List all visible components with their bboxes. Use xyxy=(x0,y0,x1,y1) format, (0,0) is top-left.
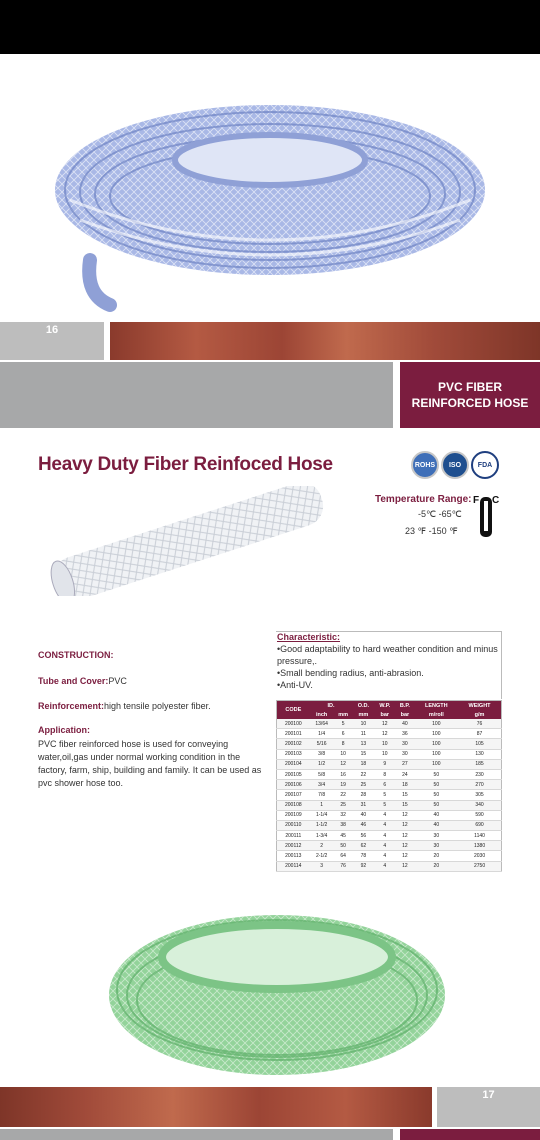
table-cell: 50 xyxy=(415,800,459,810)
table-row xyxy=(277,861,502,871)
table-cell: 1-1/2 xyxy=(310,820,334,830)
top-black-bar xyxy=(0,0,540,54)
thermometer-icon xyxy=(473,493,499,539)
table-cell: 30 xyxy=(395,749,414,759)
reinforcement-spec xyxy=(38,701,211,711)
header-id: ID. xyxy=(310,701,353,711)
header-length-unit: m/roll xyxy=(415,710,459,719)
grey-header-band xyxy=(0,362,393,428)
table-cell: 20 xyxy=(415,861,459,871)
table-cell: 200108 xyxy=(277,800,310,810)
table-cell: 105 xyxy=(458,739,501,749)
table-cell: 200105 xyxy=(277,769,310,779)
header-inch: inch xyxy=(310,710,334,719)
table-row xyxy=(277,719,502,729)
table-cell: 25 xyxy=(334,800,353,810)
svg-text:F: F xyxy=(473,495,480,506)
section-title-line2: REINFORCED HOSE xyxy=(411,396,529,410)
table-cell: 10 xyxy=(374,749,395,759)
table-cell: 22 xyxy=(353,769,375,779)
table-cell: 36 xyxy=(395,729,414,739)
table-cell: 1380 xyxy=(458,841,501,851)
table-cell: 4 xyxy=(374,820,395,830)
table-cell: 40 xyxy=(353,810,375,820)
header-bp: B.P. xyxy=(395,701,414,711)
table-row xyxy=(277,769,502,779)
table-cell: 76 xyxy=(458,719,501,729)
table-cell: 3/4 xyxy=(310,780,334,790)
characteristic-item: •Good adaptability to hard weather condition and minus pressure,. xyxy=(277,644,498,666)
table-row xyxy=(277,749,502,759)
table-cell: 200102 xyxy=(277,739,310,749)
table-cell: 1-3/4 xyxy=(310,831,334,841)
table-cell: 12 xyxy=(374,719,395,729)
header-bp-unit: bar xyxy=(395,710,414,719)
fda-badge-icon: FDA xyxy=(471,451,499,479)
table-cell: 24 xyxy=(395,769,414,779)
reinforcement-value: high tensile polyester fiber. xyxy=(104,701,211,711)
table-cell: 18 xyxy=(395,780,414,790)
table-cell: 50 xyxy=(334,841,353,851)
table-cell: 5 xyxy=(374,800,395,810)
iso-badge-icon: ISO xyxy=(441,451,469,479)
page-number-left: 16 xyxy=(45,324,59,336)
table-cell: 200107 xyxy=(277,790,310,800)
table-cell: 200104 xyxy=(277,759,310,769)
table-cell: 100 xyxy=(415,759,459,769)
table-cell: 87 xyxy=(458,729,501,739)
rohs-badge-icon: ROHS xyxy=(411,451,439,479)
table-cell: 13/64 xyxy=(310,719,334,729)
table-cell: 45 xyxy=(334,831,353,841)
table-cell: 12 xyxy=(395,831,414,841)
construction-title: CONSTRUCTION: xyxy=(38,650,114,660)
table-cell: 690 xyxy=(458,820,501,830)
maroon-footer-band xyxy=(400,1129,540,1140)
table-cell: 200110 xyxy=(277,820,310,830)
table-row xyxy=(277,810,502,820)
temperature-celsius: -5℃ -65℃ xyxy=(418,509,462,519)
characteristic-item: •Small bending radius, anti-abrasion. xyxy=(277,668,424,678)
table-cell: 28 xyxy=(353,790,375,800)
table-row xyxy=(277,759,502,769)
table-cell: 12 xyxy=(374,729,395,739)
characteristic-item: •Anti-UV. xyxy=(277,680,313,690)
table-cell: 590 xyxy=(458,810,501,820)
table-cell: 5 xyxy=(374,790,395,800)
table-cell: 200114 xyxy=(277,861,310,871)
table-cell: 5/8 xyxy=(310,769,334,779)
table-cell: 64 xyxy=(334,851,353,861)
hose-closeup-image xyxy=(38,486,328,596)
table-cell: 22 xyxy=(334,790,353,800)
table-cell: 270 xyxy=(458,780,501,790)
table-cell: 100 xyxy=(415,719,459,729)
table-row xyxy=(277,790,502,800)
table-cell: 12 xyxy=(395,810,414,820)
table-row xyxy=(277,780,502,790)
table-cell: 4 xyxy=(374,841,395,851)
tube-cover-spec xyxy=(38,676,127,686)
table-cell: 32 xyxy=(334,810,353,820)
table-cell: 10 xyxy=(334,749,353,759)
page-number-right: 17 xyxy=(482,1089,495,1101)
header-od-unit: mm xyxy=(353,710,375,719)
table-cell: 100 xyxy=(415,729,459,739)
tube-cover-label: Tube and Cover: xyxy=(38,676,109,686)
table-cell: 10 xyxy=(353,719,375,729)
table-cell: 200100 xyxy=(277,719,310,729)
table-cell: 30 xyxy=(395,739,414,749)
table-cell: 78 xyxy=(353,851,375,861)
table-cell: 16 xyxy=(334,769,353,779)
temperature-fahrenheit: 23 ℉ -150 ℉ xyxy=(405,526,458,536)
table-cell: 46 xyxy=(353,820,375,830)
table-cell: 1 xyxy=(310,800,334,810)
table-cell: 185 xyxy=(458,759,501,769)
table-cell: 1/2 xyxy=(310,759,334,769)
section-title-line1: PVC FIBER xyxy=(437,380,502,394)
table-cell: 92 xyxy=(353,861,375,871)
table-cell: 305 xyxy=(458,790,501,800)
table-cell: 27 xyxy=(395,759,414,769)
header-weight-unit: g/m xyxy=(458,710,501,719)
header-length: LENGTH xyxy=(415,701,459,711)
table-cell: 8 xyxy=(334,739,353,749)
table-cell: 200111 xyxy=(277,831,310,841)
table-cell: 100 xyxy=(415,749,459,759)
table-cell: 38 xyxy=(334,820,353,830)
svg-text:C: C xyxy=(492,495,499,506)
table-cell: 200103 xyxy=(277,749,310,759)
table-cell: 1140 xyxy=(458,831,501,841)
blue-hose-coil-image xyxy=(30,80,500,320)
table-cell: 19 xyxy=(334,780,353,790)
table-cell: 10 xyxy=(374,739,395,749)
header-wp-unit: bar xyxy=(374,710,395,719)
table-cell: 340 xyxy=(458,800,501,810)
table-cell: 12 xyxy=(334,759,353,769)
table-cell: 15 xyxy=(395,790,414,800)
table-row xyxy=(277,820,502,830)
decorative-floral-band-top xyxy=(110,322,540,360)
header-od: O.D. xyxy=(353,701,375,711)
characteristic-title: Characteristic: xyxy=(277,632,341,642)
decorative-floral-band-bottom xyxy=(0,1087,432,1127)
table-cell: 40 xyxy=(415,810,459,820)
table-cell: 4 xyxy=(374,810,395,820)
table-cell: 230 xyxy=(458,769,501,779)
header-weight: WEIGHT xyxy=(458,701,501,711)
table-cell: 4 xyxy=(374,851,395,861)
table-row xyxy=(277,800,502,810)
table-cell: 13 xyxy=(353,739,375,749)
table-row xyxy=(277,841,502,851)
characteristic-list xyxy=(277,643,499,691)
table-cell: 5 xyxy=(334,719,353,729)
table-cell: 3/8 xyxy=(310,749,334,759)
table-cell: 4 xyxy=(374,831,395,841)
grey-footer-band xyxy=(0,1129,393,1140)
specification-table-body xyxy=(277,719,502,871)
specification-table xyxy=(276,700,502,872)
product-heading: Heavy Duty Fiber Reinfoced Hose xyxy=(38,454,333,475)
table-cell: 200109 xyxy=(277,810,310,820)
table-cell: 8 xyxy=(374,769,395,779)
tube-cover-value: PVC xyxy=(108,676,127,686)
table-row xyxy=(277,739,502,749)
table-cell: 130 xyxy=(458,749,501,759)
table-cell: 15 xyxy=(395,800,414,810)
table-cell: 7/8 xyxy=(310,790,334,800)
table-cell: 50 xyxy=(415,769,459,779)
table-cell: 40 xyxy=(395,719,414,729)
table-cell: 9 xyxy=(374,759,395,769)
table-cell: 3 xyxy=(310,861,334,871)
header-mm: mm xyxy=(334,710,353,719)
table-cell: 1-1/4 xyxy=(310,810,334,820)
application-text: PVC fiber reinforced hose is used for conveying water,oil,gas under normal working condition in the factory, farm, ship, building and family. It can be used as pvc shower hose too. xyxy=(38,739,262,788)
table-row xyxy=(277,729,502,739)
table-cell: 2-1/2 xyxy=(310,851,334,861)
table-row xyxy=(277,831,502,841)
table-row xyxy=(277,851,502,861)
table-cell: 20 xyxy=(415,851,459,861)
table-cell: 18 xyxy=(353,759,375,769)
table-cell: 12 xyxy=(395,861,414,871)
table-cell: 200106 xyxy=(277,780,310,790)
table-cell: 40 xyxy=(415,820,459,830)
application-title: Application: xyxy=(38,725,90,735)
table-cell: 6 xyxy=(334,729,353,739)
table-cell: 2750 xyxy=(458,861,501,871)
section-title-box xyxy=(400,362,540,428)
reinforcement-label: Reinforcement: xyxy=(38,701,105,711)
table-cell: 12 xyxy=(395,820,414,830)
table-cell: 30 xyxy=(415,831,459,841)
table-cell: 5/16 xyxy=(310,739,334,749)
table-cell: 76 xyxy=(334,861,353,871)
table-cell: 62 xyxy=(353,841,375,851)
table-cell: 15 xyxy=(353,749,375,759)
table-cell: 2 xyxy=(310,841,334,851)
table-cell: 100 xyxy=(415,739,459,749)
table-cell: 200101 xyxy=(277,729,310,739)
table-cell: 1/4 xyxy=(310,729,334,739)
table-cell: 4 xyxy=(374,861,395,871)
header-wp: W.P. xyxy=(374,701,395,711)
temperature-range-label: Temperature Range: xyxy=(375,494,472,505)
table-cell: 50 xyxy=(415,780,459,790)
table-cell: 6 xyxy=(374,780,395,790)
table-cell: 31 xyxy=(353,800,375,810)
table-cell: 12 xyxy=(395,851,414,861)
table-cell: 56 xyxy=(353,831,375,841)
table-cell: 200112 xyxy=(277,841,310,851)
table-cell: 25 xyxy=(353,780,375,790)
green-hose-coil-image xyxy=(105,895,450,1085)
table-cell: 2030 xyxy=(458,851,501,861)
header-code: CODE xyxy=(277,701,310,720)
table-cell: 30 xyxy=(415,841,459,851)
table-cell: 200113 xyxy=(277,851,310,861)
table-cell: 11 xyxy=(353,729,375,739)
table-cell: 12 xyxy=(395,841,414,851)
table-cell: 50 xyxy=(415,790,459,800)
